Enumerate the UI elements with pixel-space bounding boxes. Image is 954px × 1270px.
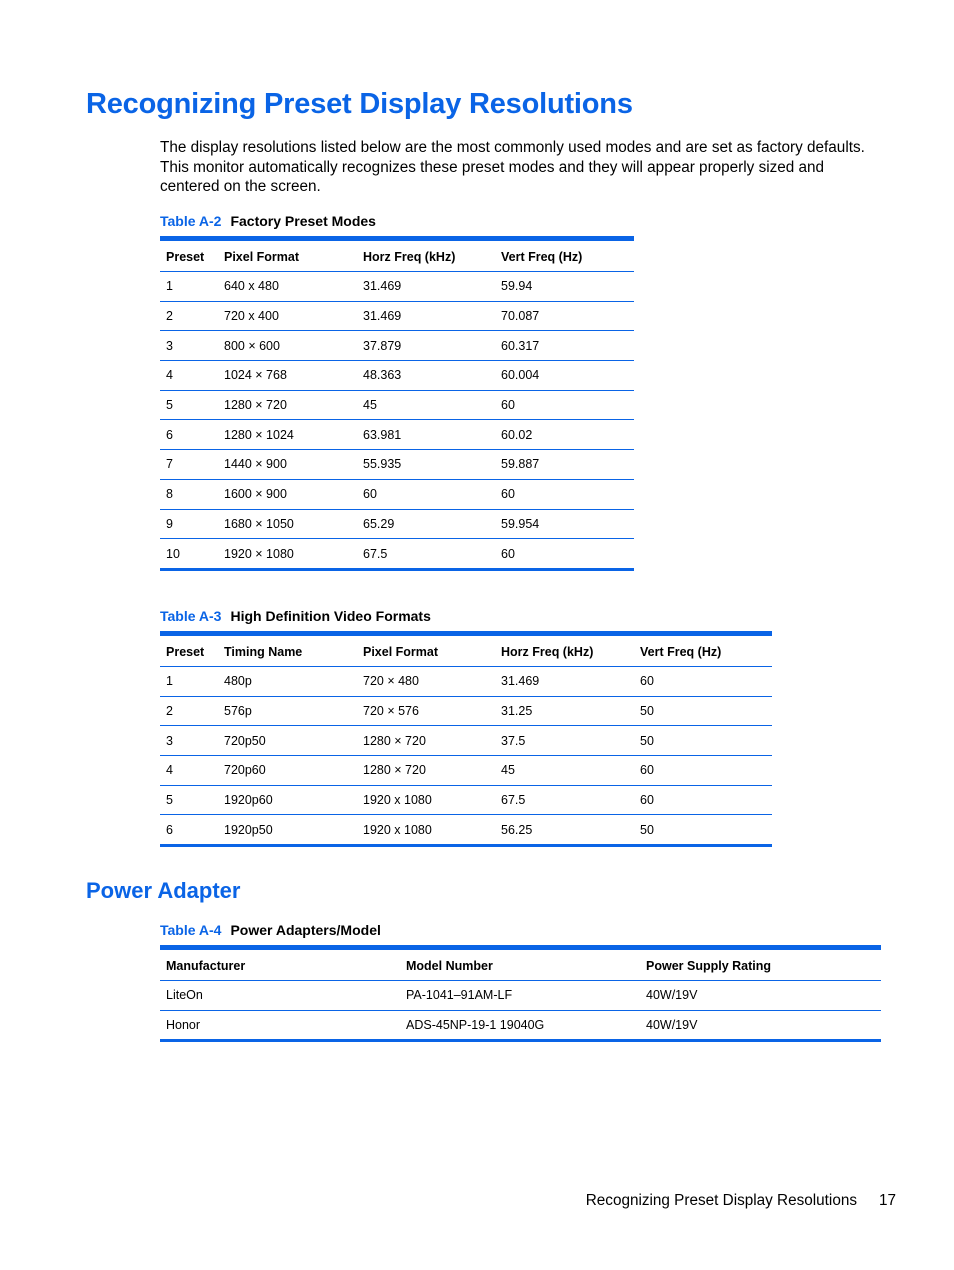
table-cell: 65.29	[357, 509, 495, 539]
table-row	[160, 1010, 881, 1041]
table-cell: 60.004	[495, 361, 634, 391]
table-a4	[160, 945, 881, 1042]
table-cell: 2	[160, 696, 218, 726]
table-cell: 6	[160, 420, 218, 450]
table-cell: 60.317	[495, 331, 634, 361]
table-cell: 70.087	[495, 301, 634, 331]
table-cell: 3	[160, 331, 218, 361]
table-a4-number: Table A-4	[160, 922, 222, 938]
table-header-row	[160, 634, 772, 667]
table-cell: 1024 × 768	[218, 361, 357, 391]
table-row	[160, 785, 772, 815]
section-title-power-adapter: Power Adapter	[86, 878, 241, 903]
column-header: Model Number	[400, 948, 640, 981]
table-cell: 9	[160, 509, 218, 539]
table-cell: 31.469	[357, 272, 495, 302]
table-cell: 59.954	[495, 509, 634, 539]
table-a2-title: Factory Preset Modes	[230, 213, 376, 229]
table-cell: 720 × 576	[357, 696, 495, 726]
table-row	[160, 981, 881, 1011]
table-row	[160, 301, 634, 331]
table-cell: 1920 x 1080	[357, 785, 495, 815]
table-cell: 720 × 480	[357, 667, 495, 697]
table-cell: 40W/19V	[646, 1018, 698, 1033]
table-cell: 1280 × 1024	[218, 420, 357, 450]
table-cell: 59.94	[495, 272, 634, 302]
table-a3-caption	[160, 608, 431, 624]
column-header: Pixel Format	[357, 634, 495, 667]
table-cell: 10	[166, 546, 180, 561]
column-header: Vert Freq (Hz)	[634, 634, 772, 667]
table-cell: 67.5	[363, 546, 388, 561]
table-cell: 720 x 400	[218, 301, 357, 331]
table-cell: 3	[160, 726, 218, 756]
table-cell: 1680 × 1050	[218, 509, 357, 539]
table-cell: 480p	[218, 667, 357, 697]
table-cell: 5	[160, 785, 218, 815]
table-cell: 1	[160, 667, 218, 697]
table-row	[160, 450, 634, 480]
table-cell: 1920p50	[224, 822, 273, 837]
table-cell: 1440 × 900	[218, 450, 357, 480]
table-cell: 31.469	[495, 667, 634, 697]
table-row	[160, 726, 772, 756]
table-cell: 63.981	[357, 420, 495, 450]
table-cell: 31.25	[495, 696, 634, 726]
table-row	[160, 420, 634, 450]
column-header: Vert Freq (Hz)	[495, 239, 634, 272]
table-cell: 60	[495, 479, 634, 509]
table-cell: 60.02	[495, 420, 634, 450]
table-cell: 60	[357, 479, 495, 509]
table-header-row	[160, 239, 634, 272]
table-cell: 1920 × 1080	[224, 546, 294, 561]
table-cell: 2	[160, 301, 218, 331]
table-cell: 4	[160, 361, 218, 391]
table-cell: 60	[634, 785, 772, 815]
table-a2-body	[160, 272, 634, 570]
column-header: Preset	[160, 239, 218, 272]
table-cell: LiteOn	[160, 981, 400, 1011]
page-number: 17	[878, 1192, 896, 1209]
table-cell: 1280 × 720	[218, 390, 357, 420]
table-cell: 45	[495, 756, 634, 786]
page-title: Recognizing Preset Display Resolutions	[86, 88, 633, 120]
table-cell: 59.887	[495, 450, 634, 480]
column-header: Preset	[160, 634, 218, 667]
table-a4-caption	[160, 922, 381, 938]
column-header: Power Supply Rating	[640, 948, 881, 981]
table-cell: 60	[501, 546, 515, 561]
table-cell: 4	[160, 756, 218, 786]
table-cell: 1280 × 720	[357, 756, 495, 786]
table-cell: 48.363	[357, 361, 495, 391]
table-row	[160, 509, 634, 539]
footer-running-title: Recognizing Preset Display Resolutions	[585, 1192, 857, 1209]
table-row	[160, 272, 634, 302]
table-cell: 5	[160, 390, 218, 420]
column-header: Timing Name	[218, 634, 357, 667]
table-a3	[160, 631, 772, 847]
table-a3-title: High Definition Video Formats	[230, 608, 431, 624]
table-row	[160, 479, 634, 509]
column-header: Horz Freq (kHz)	[495, 634, 634, 667]
table-a4-title: Power Adapters/Model	[230, 922, 381, 938]
table-cell: 55.935	[357, 450, 495, 480]
column-header: Horz Freq (kHz)	[357, 239, 495, 272]
table-cell: 1600 × 900	[218, 479, 357, 509]
table-cell: 50	[634, 726, 772, 756]
table-cell: 60	[634, 667, 772, 697]
table-cell: 60	[634, 756, 772, 786]
table-row	[160, 667, 772, 697]
table-a3-number: Table A-3	[160, 608, 222, 624]
table-a4-body	[160, 981, 881, 1041]
table-cell: 50	[634, 696, 772, 726]
table-cell: 45	[357, 390, 495, 420]
table-a2-number: Table A-2	[160, 213, 222, 229]
table-cell: 40W/19V	[640, 981, 881, 1011]
table-cell: 720p50	[218, 726, 357, 756]
table-header-row	[160, 948, 881, 981]
table-cell: 67.5	[495, 785, 634, 815]
table-cell: 60	[495, 390, 634, 420]
table-cell: 8	[160, 479, 218, 509]
table-a3-body	[160, 667, 772, 846]
intro-paragraph: The display resolutions listed below are the most commonly used modes and are set as factory defaults. This monitor automatically recognizes these preset modes and they will appear properly sized and centered on the screen.	[160, 139, 865, 195]
table-row	[160, 756, 772, 786]
table-row	[160, 815, 772, 846]
table-cell: 720p60	[218, 756, 357, 786]
table-cell: 1920p60	[218, 785, 357, 815]
table-a2-caption	[160, 213, 376, 229]
table-cell: 31.469	[357, 301, 495, 331]
column-header: Pixel Format	[218, 239, 357, 272]
page-footer	[586, 1192, 896, 1210]
table-cell: 1	[160, 272, 218, 302]
table-cell: 6	[166, 822, 173, 837]
table-row	[160, 361, 634, 391]
table-row	[160, 331, 634, 361]
table-cell: 37.879	[357, 331, 495, 361]
table-row	[160, 696, 772, 726]
table-cell: 56.25	[501, 822, 533, 837]
table-cell: 50	[640, 822, 654, 837]
table-cell: 1920 x 1080	[363, 822, 432, 837]
table-row	[160, 539, 634, 570]
table-row	[160, 390, 634, 420]
table-a2	[160, 236, 634, 571]
table-cell: 576p	[218, 696, 357, 726]
table-cell: Honor	[166, 1018, 201, 1033]
column-header: Manufacturer	[160, 948, 400, 981]
table-cell: PA-1041–91AM-LF	[400, 981, 640, 1011]
table-cell: 37.5	[495, 726, 634, 756]
table-cell: 1280 × 720	[357, 726, 495, 756]
table-cell: ADS-45NP-19-1 19040G	[406, 1018, 545, 1033]
table-cell: 800 × 600	[218, 331, 357, 361]
table-cell: 640 x 480	[218, 272, 357, 302]
table-cell: 7	[160, 450, 218, 480]
